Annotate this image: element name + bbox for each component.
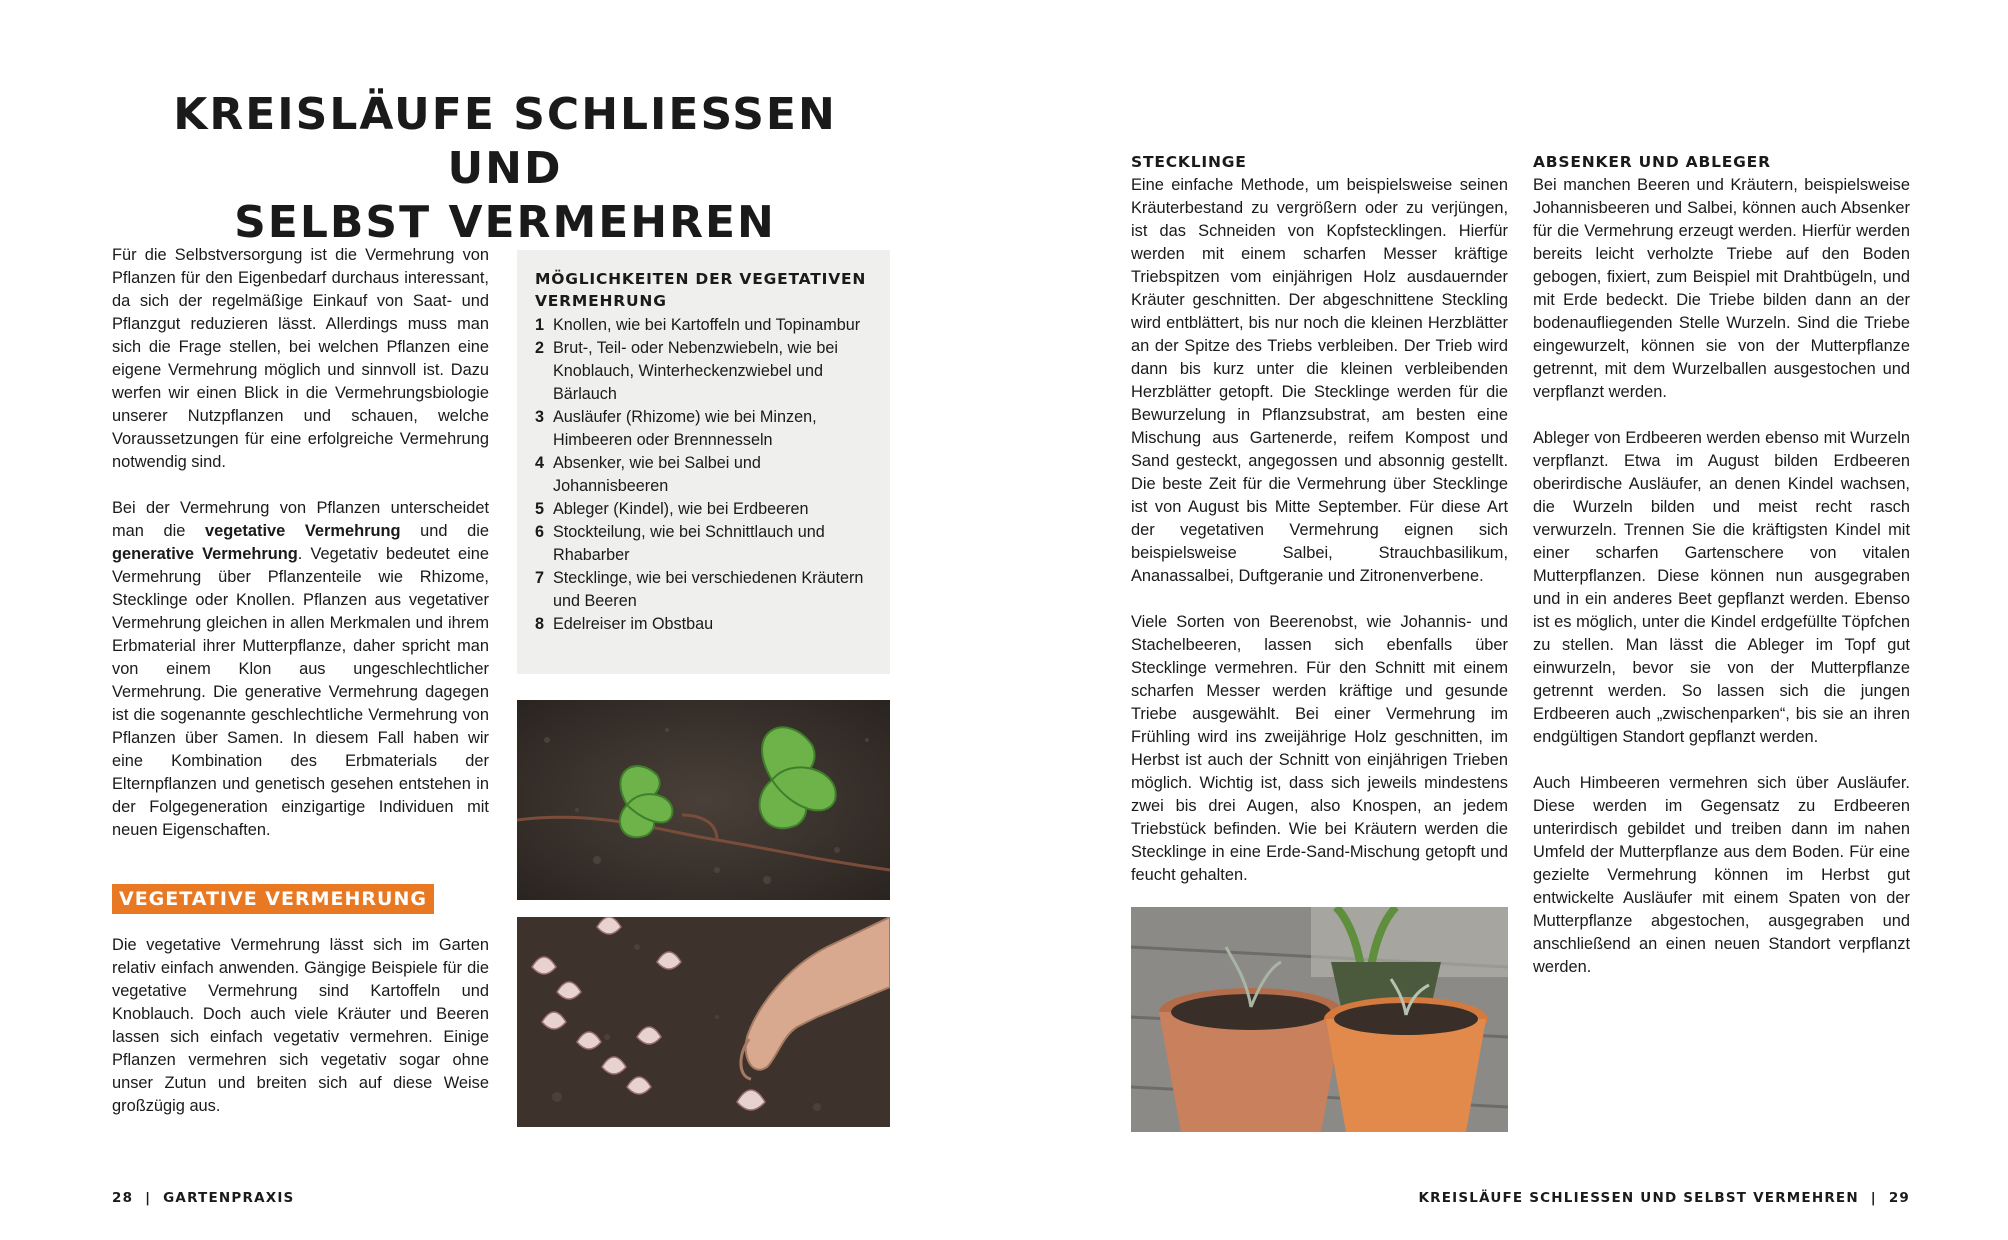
photo-strawberry-runner bbox=[517, 700, 890, 900]
footer-left bbox=[112, 1188, 294, 1208]
page-title bbox=[120, 88, 890, 250]
left-text-column bbox=[112, 244, 489, 865]
stecklinge-paragraph-2: Viele Sorten von Beerenobst, wie Johannis- und Stachelbeeren, lassen sich ebenfalls über Stecklinge vermehren. Für den Schnitt mit einem scharfen Messer werden kräftige und gesunde Triebe ausgewählt. Bei einer Vermehrung im Frühling wird ins zweijährige Holz geschnitten, im Herbst ist auch der Schnitt von einjährigen Trieben möglich. Wichtig ist, dass sich jeweils mindestens zwei bis drei Augen, also Knospen, an jedem Triebstück befinden. Wie bei Kräutern werden die Stecklinge in eine Erde-Sand-Mischung getopft und feucht gehalten. bbox=[1131, 613, 1508, 884]
list-item: 6 Stockteilung, wie bei Schnittlauch und Rhabarber bbox=[535, 523, 825, 564]
list-item: 2 Brut-, Teil- oder Nebenzwiebeln, wie bei Knoblauch, Winterheckenzwiebel und Bärlauch bbox=[535, 339, 838, 403]
list-item: 3 Ausläufer (Rhizome) wie bei Minzen, Himbeeren oder Brennnesseln bbox=[535, 408, 817, 449]
running-head-left: GARTENPRAXIS bbox=[163, 1190, 295, 1206]
page-number-left: 28 bbox=[112, 1190, 134, 1206]
stecklinge-paragraph-1: Eine einfache Methode, um beispielsweise seinen Kräuterbestand zu vergrößern oder zu verjüngen, ist das Schneiden von Kopfstecklingen. Hierfür werden mit einem scharfen Messer kräftige Triebspitzen vom einjährigen Holz ausdauernder Kräuter geschnitten. Der abgeschnittene Steckling wird entblättert, bis nur noch die kleinen Herzblätter an der Spitze des Triebs verbleiben. Der Trieb wird dann bis kurz unter die kleinen verbleibenden Herzblätter getopft. Die Stecklinge werden für die Bewurzelung in Pflanzsubstrat, am besten eine Mischung aus Gartenerde, reifem Kompost und Sand gesteckt, angegossen und absonnig gestellt. Die beste Zeit für die Vermehrung über Stecklinge ist von August bis Mitte September. Für diese Art der vegetativen Vermehrung eignen sich beispielsweise Salbei, Strauchbasilikum, Ananassalbei, Duftgeranie und Zitronenverbene. bbox=[1131, 176, 1508, 585]
absenker-paragraph-1: Bei manchen Beeren und Kräutern, beispielsweise Johannisbeeren und Salbei, können auch Absenker für die Vermehrung erzeugt werden. Hierfür werden bereits leicht verholzte Triebe auf den Boden gebogen, fixiert, zum Beispiel mit Drahtbügeln, und mit Erde bedeckt. Die Triebe bilden dann an der bodenaufliegenden Stelle Wurzeln. Sind die Triebe eingewurzelt, können sie von der Mutterpflanze getrennt, mit dem Wurzelballen ausgestochen und verpflanzt werden. bbox=[1533, 176, 1910, 401]
info-box-vegetative-methods bbox=[517, 250, 890, 674]
footer-right bbox=[1418, 1188, 1910, 1208]
list-item: 1 Knollen, wie bei Kartoffeln und Topinambur bbox=[535, 316, 861, 334]
bold-term-generative: generative Vermehrung bbox=[112, 545, 298, 563]
heading-absenker-ableger: ABSENKER UND ABLEGER bbox=[1533, 153, 1771, 171]
absenker-paragraph-3: Auch Himbeeren vermehren sich über Ausläufer. Diese werden im Gegensatz zu Erdbeeren unterirdisch gebildet und treiben dann im nahen Umfeld der Mutterpflanze aus dem Boden. Für eine gezielte Vermehrung können im Herbst gut entwickelte Ausläufer mit einem Spaten von der Mutterpflanze abgestochen, ausgegraben und anschließend an einen neuen Standort verpflanzt werden. bbox=[1533, 774, 1910, 976]
list-item: 4 Absenker, wie bei Salbei und Johannisbeeren bbox=[535, 454, 761, 495]
vegetative-section-text bbox=[112, 934, 489, 1141]
footer-separator: | bbox=[1870, 1190, 1877, 1206]
info-box-heading: MÖGLICHKEITEN DER VEGETATIVEN VERMEHRUNG bbox=[535, 270, 867, 310]
page-number-right: 29 bbox=[1888, 1190, 1910, 1206]
intro-paragraph: Für die Selbstversorgung ist die Vermehrung von Pflanzen für den Eigenbedarf durchaus interessant, da sich der regelmäßige Einkauf von Saat- und Pflanzgut reduzieren lässt. Allerdings muss man sich die Frage stellen, bei welchen Pflanzen eine eigene Vermehrung möglich und sinnvoll ist. Dazu werfen wir einen Blick in die Vermehrungsbiologie unserer Nutzpflanzen und schauen, welche Voraussetzungen für eine erfolgreiche Vermehrung notwendig sind. bbox=[112, 246, 489, 471]
photo-potted-cuttings bbox=[1131, 907, 1508, 1132]
list-item: 5 Ableger (Kindel), wie bei Erdbeeren bbox=[535, 500, 809, 518]
right-column-1 bbox=[1131, 151, 1508, 910]
title-line-2: SELBST VERMEHREN bbox=[234, 197, 776, 248]
section-heading-vegetative: VEGETATIVE VERMEHRUNG bbox=[112, 884, 434, 914]
heading-stecklinge: STECKLINGE bbox=[1131, 153, 1247, 171]
bold-term-vegetative: vegetative Vermehrung bbox=[205, 522, 401, 540]
title-line-1: KREISLÄUFE SCHLIESSEN UND bbox=[173, 89, 837, 194]
list-item: 7 Stecklinge, wie bei verschiedenen Kräutern und Beeren bbox=[535, 569, 864, 610]
footer-separator: | bbox=[145, 1190, 152, 1206]
running-head-right: KREISLÄUFE SCHLIESSEN UND SELBST VERMEHREN bbox=[1418, 1190, 1859, 1206]
list-item: 8 Edelreiser im Obstbau bbox=[535, 615, 714, 633]
vegetative-paragraph: Die vegetative Vermehrung lässt sich im Garten relativ einfach anwenden. Gängige Beispiele für die vegetative Vermehrung sind Kartoffeln und Knoblauch. Doch auch viele Kräuter und Beeren lassen sich einfach vegetativ vermehren. Einige Pflanzen vermehren sich vegetativ sogar ohne unser Zutun und breiten sich auf diese Weise großzügig aus. bbox=[112, 936, 489, 1115]
vermehrung-paragraph: Bei der Vermehrung von Pflanzen unterscheidet man die vegetative Vermehrung und die generative Vermehrung. Vegetativ bedeutet eine Vermehrung über Pflanzenteile wie Rhizome, Stecklinge oder Knollen. Pflanzen aus vegetativer Vermehrung gleichen in allen Merkmalen und ihrem Erbmaterial ihrer Mutterpflanze, daher spricht man von einem Klon aus ungeschlechtlicher Vermehrung. Die generative Vermehrung dagegen ist die sogenannte geschlechtliche Vermehrung von Pflanzen über Samen. In diesem Fall haben wir eine Kombination des Erbmaterials der Elternpflanzen und genetisch gesehen entstehen in der Folgegeneration einzigartige Individuen mit neuen Eigenschaften. bbox=[112, 499, 489, 839]
absenker-paragraph-2: Ableger von Erdbeeren werden ebenso mit Wurzeln verpflanzt. Etwa im August bilden Erdbeeren oberirdische Ausläufer, an denen Kindel wachsen, die Wurzeln bilden und meist recht rasch verwurzeln. Trennen Sie die kräftigsten Kindel mit einer scharfen Gartenschere von vitalen Mutterpflanzen. Diese können nun ausgegraben und in ein anderes Beet gepflanzt werden. Ebenso ist es möglich, unter die Kindel erdgefüllte Töpfchen zu stellen. Man lässt die Ableger im Topf gut einwurzeln, bevor sie von der Mutterpflanze getrennt werden. So lassen sich die jungen Erdbeeren auch „zwischenparken“, bis sie an ihren endgültigen Standort gepflanzt werden. bbox=[1533, 429, 1910, 746]
photo-garlic-planting bbox=[517, 917, 890, 1127]
right-column-2 bbox=[1533, 151, 1910, 1002]
methods-list bbox=[535, 314, 872, 636]
